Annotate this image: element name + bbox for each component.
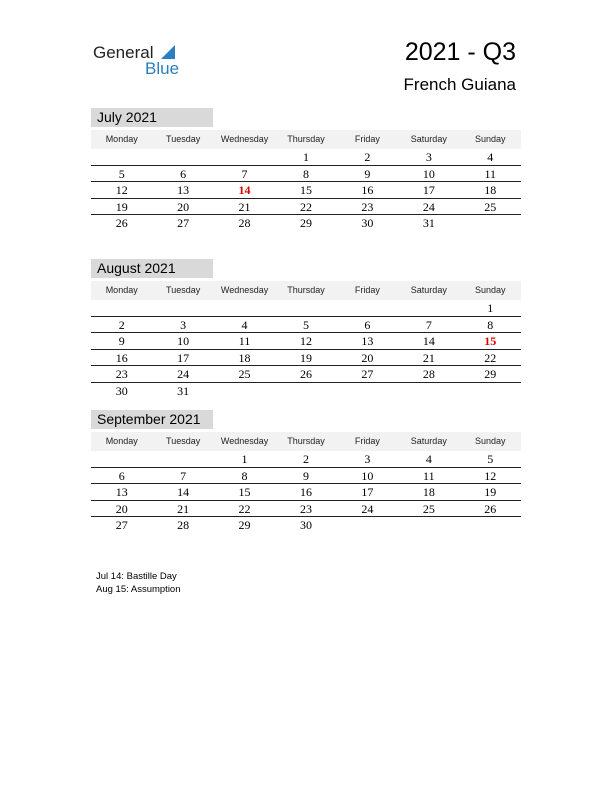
day-cell: 19: [299, 350, 312, 365]
weekday-label: Thursday: [287, 436, 325, 446]
logo-triangle-icon: [161, 45, 175, 59]
weekday-label: Saturday: [410, 436, 447, 446]
day-cell: 18: [422, 485, 435, 499]
weekday-label: Wednesday: [220, 436, 269, 446]
day-cell: 2: [302, 452, 309, 466]
day-cell: 1: [241, 452, 248, 466]
day-cell: [337, 300, 398, 316]
day-cell: [460, 215, 521, 232]
day-cell: 27: [115, 518, 128, 532]
day-cell: 22: [484, 350, 497, 365]
month-block: [91, 108, 521, 232]
weekday-label: Tuesday: [166, 285, 201, 295]
day-cell: 16: [115, 350, 128, 365]
day-cell: 28: [422, 367, 435, 381]
day-cell: 26: [299, 367, 312, 381]
month-label: July 2021: [91, 108, 213, 127]
day-cell: 28: [238, 216, 251, 230]
day-cell: 13: [177, 183, 190, 197]
day-cell: 29: [238, 518, 251, 532]
weekday-label: Thursday: [287, 285, 325, 295]
weekday-label: Monday: [105, 436, 138, 446]
day-cell: 27: [177, 216, 190, 230]
day-cell: 1: [302, 150, 309, 164]
day-cell: 18: [238, 350, 251, 365]
day-cell: 23: [299, 501, 312, 516]
day-cell: 6: [364, 317, 371, 332]
weekday-label: Tuesday: [166, 436, 201, 446]
day-cell: 3: [180, 317, 187, 332]
month-label: August 2021: [91, 259, 213, 278]
weekday-label: Friday: [354, 285, 380, 295]
day-cell: [91, 300, 152, 316]
weekday-label: Sunday: [474, 436, 506, 446]
day-cell: [214, 300, 275, 316]
day-cell: 4: [241, 317, 248, 332]
day-cell: 30: [115, 383, 128, 398]
day-cell: 14: [238, 183, 251, 197]
day-cell: 10: [422, 166, 435, 181]
logo-text-general: General: [93, 43, 154, 62]
day-cell: 9: [118, 334, 125, 348]
day-cell: 20: [177, 199, 190, 214]
day-cell: 19: [484, 485, 497, 499]
day-cell: [275, 300, 336, 316]
week-row: [91, 182, 521, 199]
day-cell: 2: [118, 317, 125, 332]
day-cell: 16: [361, 183, 374, 197]
weekday-label: Thursday: [287, 134, 325, 144]
day-cell: [337, 383, 398, 400]
weekday-label: Monday: [105, 285, 138, 295]
day-cell: 31: [422, 216, 435, 230]
week-row: [91, 149, 521, 166]
holiday-note: Aug 15: Assumption: [96, 584, 181, 595]
weekday-label: Saturday: [410, 285, 447, 295]
day-cell: 30: [299, 518, 312, 532]
day-cell: 24: [177, 367, 190, 381]
day-cell: [91, 451, 152, 467]
day-cell: 13: [361, 334, 374, 348]
day-cell: 5: [487, 452, 494, 466]
day-cell: [152, 451, 213, 467]
day-cell: 23: [361, 199, 374, 214]
day-cell: [460, 517, 521, 534]
page-title: 2021 - Q3: [404, 38, 516, 66]
day-cell: 6: [118, 468, 125, 483]
week-row: [91, 333, 521, 350]
day-cell: 16: [299, 485, 312, 499]
month-block: [91, 410, 521, 534]
week-row: [91, 484, 521, 501]
holiday-note: Jul 14: Bastille Day: [96, 571, 177, 582]
day-cell: 21: [177, 501, 190, 516]
day-cell: 20: [361, 350, 374, 365]
day-cell: 11: [484, 166, 497, 181]
weekday-label: Wednesday: [220, 134, 269, 144]
day-cell: 7: [180, 468, 187, 483]
day-cell: 25: [484, 199, 497, 214]
day-cell: 8: [487, 317, 494, 332]
day-cell: 9: [364, 166, 371, 181]
day-cell: 25: [422, 501, 435, 516]
day-cell: [460, 383, 521, 400]
day-cell: [275, 383, 336, 400]
day-cell: 6: [180, 166, 187, 181]
day-cell: 15: [299, 183, 312, 197]
weekday-header: [91, 130, 521, 149]
day-cell: 29: [299, 216, 312, 230]
week-row: [91, 366, 521, 383]
day-cell: [91, 149, 152, 165]
day-cell: 22: [238, 501, 251, 516]
day-cell: [214, 149, 275, 165]
day-cell: 8: [241, 468, 248, 483]
day-cell: 14: [422, 334, 435, 348]
day-cell: 17: [177, 350, 190, 365]
day-cell: [214, 383, 275, 400]
day-cell: [398, 517, 459, 534]
country-name: French Guiana: [403, 75, 516, 94]
day-cell: 24: [361, 501, 374, 516]
day-cell: 10: [361, 468, 374, 483]
day-cell: 18: [484, 183, 497, 197]
weekday-label: Friday: [354, 436, 380, 446]
day-cell: 12: [115, 183, 128, 197]
day-cell: [398, 300, 459, 316]
day-cell: 3: [425, 150, 432, 164]
weekday-label: Monday: [105, 134, 138, 144]
week-row: [91, 166, 521, 183]
day-cell: 27: [361, 367, 374, 381]
weekday-label: Sunday: [474, 285, 506, 295]
day-cell: 8: [302, 166, 309, 181]
weekday-label: Sunday: [474, 134, 506, 144]
weekday-label: Friday: [354, 134, 380, 144]
day-cell: 30: [361, 216, 374, 230]
week-row: [91, 300, 521, 317]
day-cell: 15: [238, 485, 251, 499]
day-cell: 23: [115, 367, 128, 381]
day-cell: 26: [484, 501, 497, 516]
day-cell: 5: [302, 317, 309, 332]
day-cell: 13: [115, 485, 128, 499]
week-row: [91, 517, 521, 534]
day-cell: 29: [484, 367, 497, 381]
day-cell: 3: [364, 452, 371, 466]
day-cell: 12: [299, 334, 312, 348]
holiday-notes: [96, 570, 181, 596]
day-cell: 24: [422, 199, 435, 214]
week-row: [91, 199, 521, 216]
day-cell: 28: [177, 518, 190, 532]
day-cell: 9: [302, 468, 309, 483]
month-label: September 2021: [91, 410, 213, 429]
weekday-header: [91, 432, 521, 451]
day-cell: 2: [364, 150, 371, 164]
day-cell: 31: [177, 383, 190, 398]
day-cell: [152, 300, 213, 316]
logo-text-blue: Blue: [145, 59, 180, 78]
day-cell: 26: [115, 216, 128, 230]
week-row: [91, 350, 521, 367]
day-cell: 7: [241, 166, 248, 181]
day-cell: 21: [422, 350, 435, 365]
day-cell: 7: [425, 317, 432, 332]
day-cell: 4: [487, 150, 494, 164]
day-cell: 11: [238, 334, 251, 348]
month-block: [91, 259, 521, 399]
day-cell: 19: [115, 199, 128, 214]
day-cell: 10: [177, 334, 190, 348]
day-cell: 14: [177, 485, 190, 499]
brand-logo: [93, 43, 193, 79]
day-cell: [398, 383, 459, 400]
day-cell: 1: [487, 301, 494, 315]
weekday-label: Wednesday: [220, 285, 269, 295]
day-cell: 20: [115, 501, 128, 516]
week-row: [91, 451, 521, 468]
week-row: [91, 317, 521, 334]
day-cell: 11: [423, 468, 435, 483]
weekday-header: [91, 281, 521, 300]
day-cell: 12: [484, 468, 497, 483]
week-row: [91, 501, 521, 518]
weekday-label: Tuesday: [166, 134, 201, 144]
day-cell: 15: [484, 334, 497, 348]
day-cell: 17: [422, 183, 435, 197]
day-cell: 5: [118, 166, 125, 181]
day-cell: 17: [361, 485, 374, 499]
day-cell: 21: [238, 199, 251, 214]
week-row: [91, 468, 521, 485]
day-cell: [337, 517, 398, 534]
day-cell: 4: [425, 452, 432, 466]
week-row: [91, 383, 521, 400]
week-row: [91, 215, 521, 232]
day-cell: [152, 149, 213, 165]
weekday-label: Saturday: [410, 134, 447, 144]
day-cell: 22: [299, 199, 312, 214]
day-cell: 25: [238, 367, 251, 381]
